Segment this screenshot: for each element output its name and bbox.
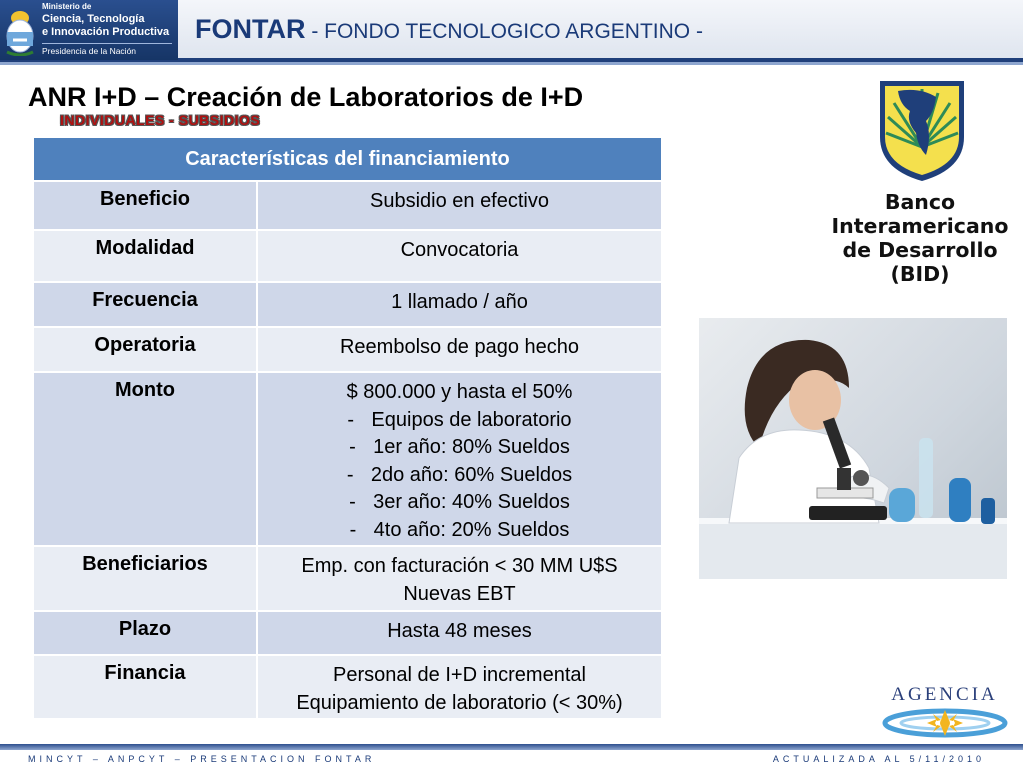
ministry-logo: [0, 0, 178, 60]
agencia-text: AGENCIA: [891, 684, 998, 705]
laboratory-photo: [699, 318, 1007, 579]
header-title-bold: FONTAR: [195, 14, 306, 44]
table-row: [33, 282, 662, 327]
bullet-text: 1er año: 80% Sueldos: [373, 436, 570, 458]
row-label-beneficiarios: Beneficiarios: [33, 546, 257, 611]
table-row: [33, 327, 662, 372]
bid-line-2: Interamericano: [831, 214, 1009, 238]
header-bar: [0, 0, 1023, 62]
bullet-dash: -: [347, 408, 355, 431]
header-title: [195, 14, 703, 45]
row-value-line: [258, 434, 661, 462]
row-value-line: Emp. con facturación < 30 MM U$S: [301, 555, 618, 577]
bullet-dash: -: [346, 463, 354, 486]
row-value-frecuencia: [257, 282, 662, 327]
ministry-line-1: Ministerio de: [42, 2, 92, 11]
row-value-line: Nuevas EBT: [403, 582, 516, 605]
bid-logo-text: [814, 190, 1023, 286]
financing-table: [32, 136, 663, 720]
table-row: [33, 181, 662, 230]
agencia-sun-icon: [880, 706, 1010, 738]
row-value-beneficiarios: [257, 546, 662, 611]
bullet-dash: -: [349, 436, 356, 458]
row-value-line: Hasta 48 meses: [387, 620, 532, 642]
bid-line-4: (BID): [890, 262, 950, 286]
row-value-line: [258, 462, 661, 490]
table-row: [33, 546, 662, 611]
slide-title: ANR I+D – Creación de Laboratorios de I+D: [28, 82, 584, 112]
row-value-line: 1 llamado / año: [391, 291, 528, 313]
row-value-monto: [257, 372, 662, 546]
row-value-line: Subsidio en efectivo: [369, 190, 549, 212]
table-header: Características del financiamiento: [33, 137, 662, 181]
table-row: [33, 611, 662, 655]
bullet-dash: -: [349, 491, 356, 513]
bullet-text: 4to año: 20% Sueldos: [373, 518, 570, 541]
row-value-financia: [257, 655, 662, 719]
row-value-plazo: [257, 611, 662, 655]
ministry-line-3: e Innovación Productiva: [42, 26, 170, 38]
slide-subtitle: INDIVIDUALES - SUBSIDIOS: [60, 112, 261, 128]
row-value-line: Equipamiento de laboratorio (< 30%): [296, 691, 623, 714]
row-value-operatoria: [257, 327, 662, 372]
bullet-text: Equipos de laboratorio: [371, 408, 572, 431]
row-label-operatoria: Operatoria: [33, 327, 257, 372]
row-value-line: Reembolso de pago hecho: [339, 336, 580, 358]
bullet-text: 2do año: 60% Sueldos: [370, 463, 573, 486]
table-row: [33, 230, 662, 282]
row-label-frecuencia: Frecuencia: [33, 282, 257, 327]
bullet-dash: -: [349, 518, 357, 541]
footer-right-text: ACTUALIZADA AL 5/11/2010: [772, 754, 985, 764]
table-row: [33, 372, 662, 546]
scientist-microscope-illustration: [699, 318, 1007, 579]
bid-emblem-icon: [876, 77, 968, 183]
row-label-monto: Monto: [33, 372, 257, 546]
footer-bar: [0, 744, 1023, 750]
row-value-modalidad: [257, 230, 662, 282]
row-label-financia: Financia: [33, 655, 257, 719]
bid-line-3: de Desarrollo: [842, 238, 998, 262]
argentina-crest-icon: [4, 4, 36, 56]
agencia-logo: [876, 680, 1013, 740]
ministry-line-2: Ciencia, Tecnología: [42, 13, 145, 25]
row-label-plazo: Plazo: [33, 611, 257, 655]
header-stripe: [0, 62, 1023, 65]
table-row: [33, 655, 662, 719]
row-value-line: [258, 517, 661, 545]
ministry-line-4: Presidencia de la Nación: [42, 43, 172, 56]
bid-line-1: Banco: [884, 190, 956, 214]
row-value-beneficio: [257, 181, 662, 230]
row-value-line: Convocatoria: [400, 239, 519, 261]
row-value-line: $ 800.000 y hasta el 50%: [346, 381, 573, 403]
row-label-beneficio: Beneficio: [33, 181, 257, 230]
header-title-rest: - FONDO TECNOLOGICO ARGENTINO -: [305, 20, 703, 43]
row-label-modalidad: Modalidad: [33, 230, 257, 282]
row-value-line: [258, 407, 661, 435]
row-value-line: [258, 489, 661, 517]
bullet-text: 3er año: 40% Sueldos: [373, 491, 570, 513]
row-value-line: Personal de I+D incremental: [333, 664, 586, 686]
footer-left-text: MINCYT – ANPCYT – PRESENTACION FONTAR: [28, 754, 376, 764]
